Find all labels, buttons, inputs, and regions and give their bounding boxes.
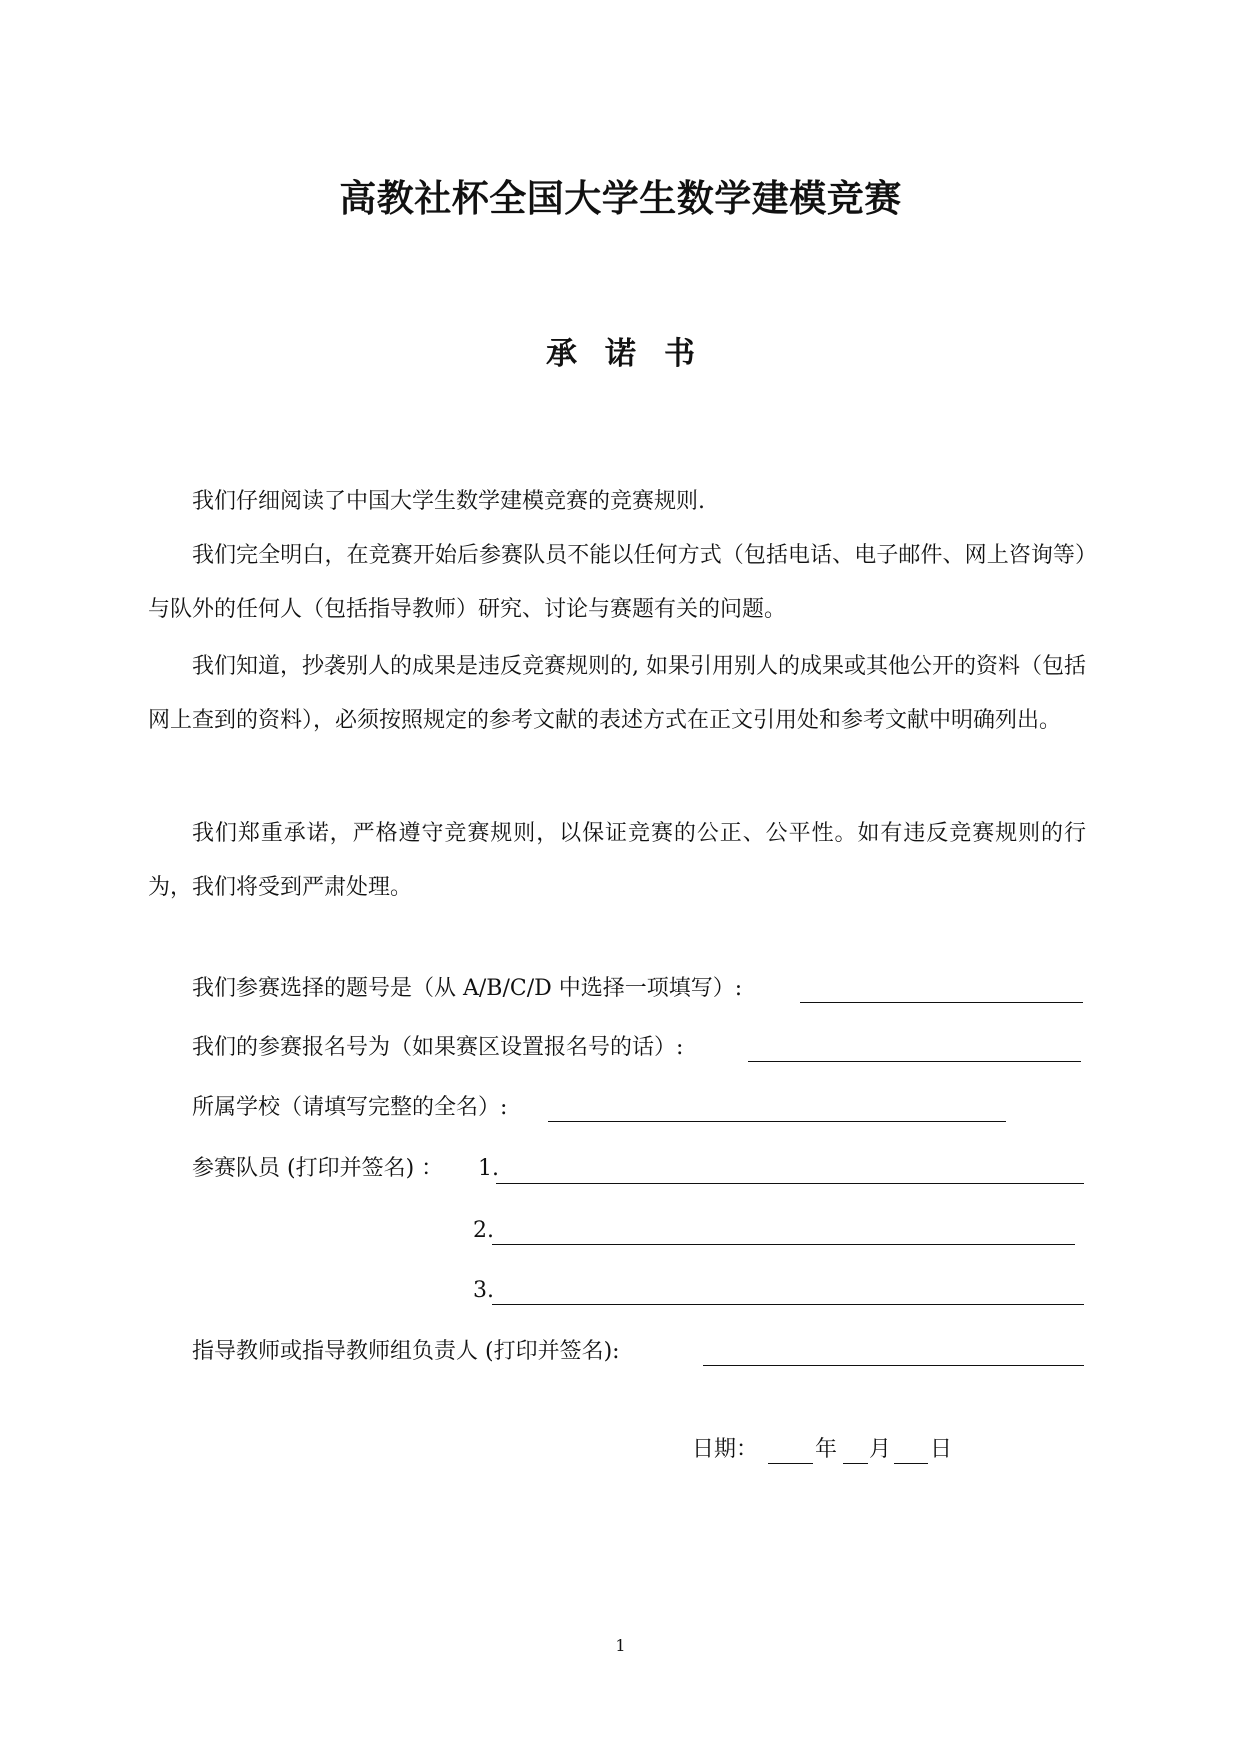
- paragraph-rules-read: 我们仔细阅读了中国大学生数学建模竞赛的竞赛规则.: [192, 489, 705, 514]
- member-2-field[interactable]: [492, 1244, 1075, 1245]
- date-year-unit: 年: [815, 1437, 838, 1462]
- school-label: 所属学校（请填写完整的全名）:: [192, 1095, 508, 1120]
- member-3-number: 3.: [473, 1278, 494, 1303]
- problem-number-field[interactable]: [800, 1002, 1083, 1003]
- advisor-label: 指导教师或指导教师组负责人 (打印并签名):: [192, 1339, 620, 1364]
- date-month-unit: 月: [869, 1437, 892, 1462]
- date-day-unit: 日: [930, 1437, 953, 1462]
- member-3-field[interactable]: [492, 1304, 1084, 1305]
- document-title: 高教社杯全国大学生数学建模竞赛: [339, 176, 902, 220]
- team-members-label: 参赛队员 (打印并签名) ：: [192, 1156, 444, 1181]
- page-number: 1: [615, 1636, 626, 1655]
- registration-number-label: 我们的参赛报名号为（如果赛区设置报名号的话）:: [192, 1035, 684, 1060]
- paragraph-plagiarism: 我们知道，抄袭别人的成果是违反竞赛规则的, 如果引用别人的成果或其他公开的资料（包括网上查到的资料），必须按照规定的参考文献的表述方式在正文引用处和参考文献中明确列出。: [148, 654, 1086, 733]
- paragraph-pledge: 我们郑重承诺，严格遵守竞赛规则，以保证竞赛的公正、公平性。如有违反竞赛规则的行为，我们将受到严肃处理。: [148, 821, 1086, 900]
- date-year-field[interactable]: [768, 1463, 813, 1464]
- advisor-field[interactable]: [703, 1365, 1084, 1366]
- problem-number-label: 我们参赛选择的题号是（从 A/B/C/D 中选择一项填写）:: [192, 976, 743, 1001]
- document-subtitle: 承诺书: [546, 336, 723, 372]
- registration-number-field[interactable]: [748, 1061, 1081, 1062]
- member-1-field[interactable]: [496, 1183, 1084, 1184]
- member-2-number: 2.: [473, 1218, 494, 1243]
- member-1-number: 1.: [478, 1156, 499, 1181]
- school-field[interactable]: [548, 1121, 1006, 1122]
- date-day-field[interactable]: [894, 1463, 928, 1464]
- date-month-field[interactable]: [843, 1463, 868, 1464]
- paragraph-no-outside-contact: 我们完全明白，在竞赛开始后参赛队员不能以任何方式（包括电话、电子邮件、网上咨询等）与队外的任何人（包括指导教师）研究、讨论与赛题有关的问题。: [148, 543, 1086, 622]
- date-label: 日期：: [692, 1437, 759, 1462]
